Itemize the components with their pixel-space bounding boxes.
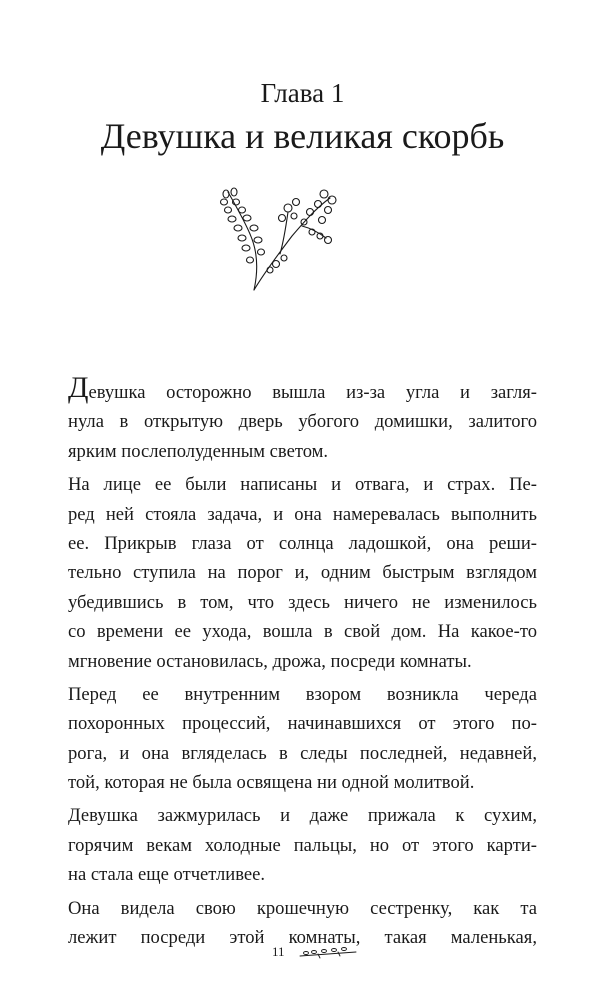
text-line [68, 500, 537, 529]
chapter-title: Девушка и великая скорбь [100, 116, 505, 156]
text-line [68, 860, 537, 889]
text-line-content: ярким послеполуденным светом. [68, 440, 329, 462]
dropcap: Д [68, 371, 89, 404]
body-text [68, 371, 537, 952]
page-footer [0, 944, 605, 964]
text-line-content: тельно ступила на порог и, одним быстрым взглядом [68, 562, 537, 584]
text-line [68, 709, 537, 738]
text-line [68, 739, 537, 768]
text-line [68, 371, 537, 407]
text-line-content: Девушка зажмурилась и даже прижала к сухим, [68, 805, 537, 827]
text-line-content: нула в открытую дверь убогого домишки, залитого [68, 411, 537, 433]
text-line-content: ред ней стояла задача, и она намеревалась выполнить [68, 503, 537, 525]
text-line [68, 894, 537, 923]
text-line [68, 768, 537, 797]
text-line-content: похоронных процессий, начинавшихся от этого по- [68, 713, 537, 735]
text-line-content: евушка осторожно вышла из-за угла и загля- [88, 382, 537, 403]
text-line [68, 801, 537, 830]
text-line-content: на стала еще отчетливее. [68, 864, 266, 886]
text-line-content: убедившись в том, что здесь ничего не изменилось [68, 591, 537, 613]
text-line [68, 407, 537, 436]
text-line [68, 470, 537, 499]
chapter-number: Глава 1 [260, 78, 345, 108]
text-line-content: ее. Прикрыв глаза от солнца ладошкой, она реши- [68, 532, 537, 554]
page-number: 11 [272, 944, 285, 959]
text-line-content: Она видела свою крошечную сестренку, как та [68, 897, 537, 919]
text-line [68, 588, 537, 617]
text-line-content: лежит посреди этой комнаты, такая маленькая, [68, 927, 537, 949]
text-line [68, 831, 537, 860]
text-line-content: мгновение остановилась, дрожа, посреди комнаты. [68, 650, 472, 672]
text-line [68, 529, 537, 558]
floral-branches-icon [214, 182, 344, 294]
text-line [68, 617, 537, 646]
small-leaf-flourish-icon [298, 946, 360, 960]
text-line-content: горячим векам холодные пальцы, но от этого карти- [68, 834, 537, 856]
text-line-content: Перед ее внутренним взором возникла череда [68, 683, 537, 705]
text-line-content: На лице ее были написаны и отвага, и страх. Пе- [68, 474, 537, 496]
text-line-content: рога, и она вгляделась в следы последней, недавней, [68, 742, 537, 764]
text-line-content: той, которая не была освящена ни одной молитвой. [68, 772, 475, 794]
text-line [68, 680, 537, 709]
text-line [68, 647, 537, 676]
text-line [68, 558, 537, 587]
text-line [68, 437, 537, 466]
text-line-content: со времени ее ухода, вошла в свой дом. На какое-то [68, 621, 537, 643]
